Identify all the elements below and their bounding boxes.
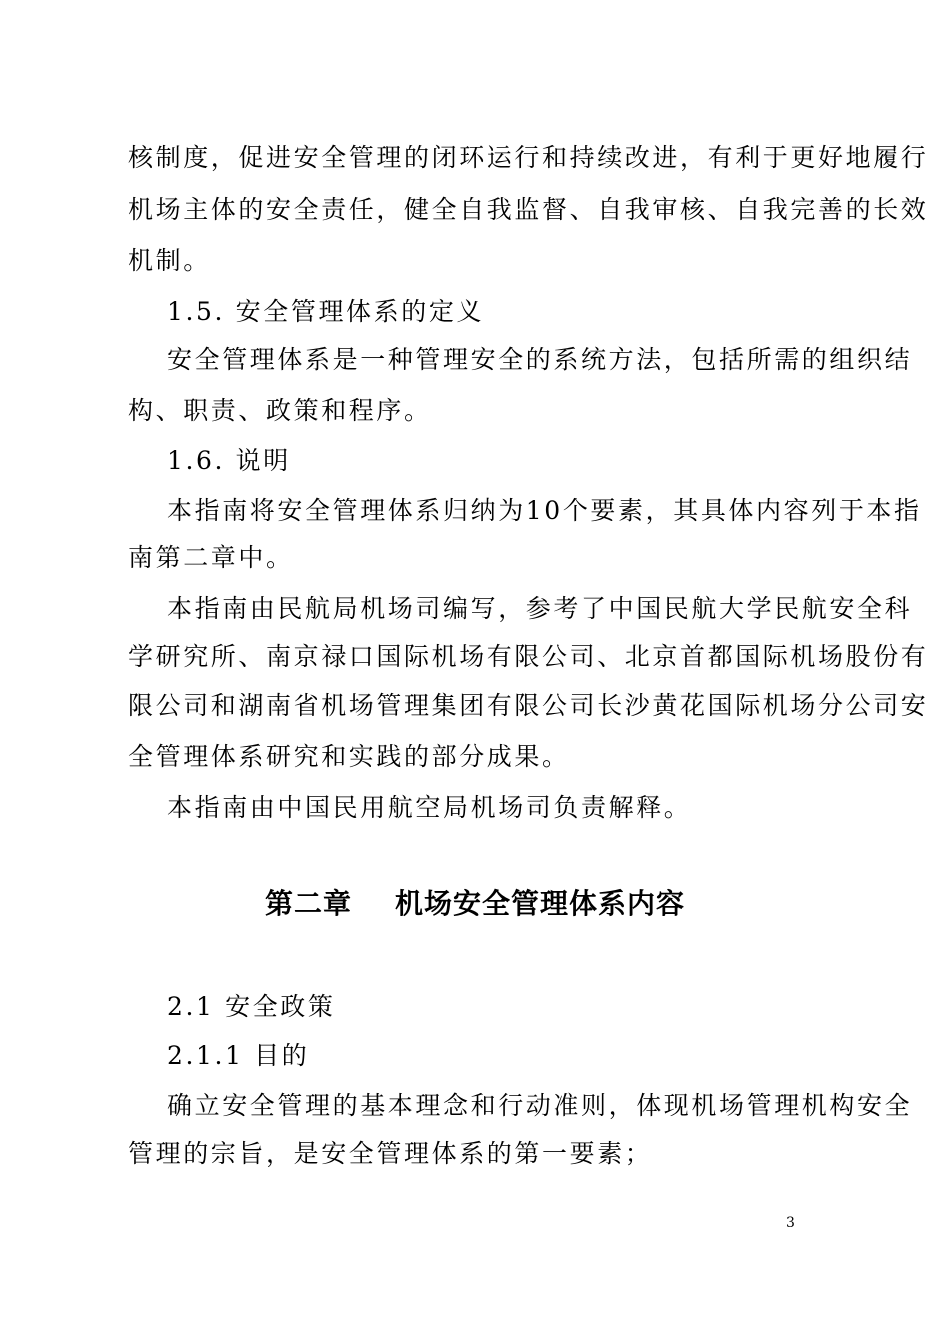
paragraph-line: 本指南将安全管理体系归纳为10个要素，其具体内容列于本指 bbox=[167, 496, 922, 525]
page-number: 3 bbox=[786, 1215, 795, 1231]
paragraph-line: 本指南由中国民用航空局机场司负责解释。 bbox=[167, 793, 692, 822]
paragraph-line: 全管理体系研究和实践的部分成果。 bbox=[128, 742, 570, 771]
section-heading-1-5: 1.5. 安全管理体系的定义 bbox=[167, 297, 485, 326]
paragraph-line: 核制度，促进安全管理的闭环运行和持续改进，有利于更好地履行 bbox=[128, 143, 929, 172]
section-heading-2-1: 2.1 安全政策 bbox=[167, 992, 336, 1021]
paragraph-line: 安全管理体系是一种管理安全的系统方法，包括所需的组织结 bbox=[167, 345, 913, 374]
paragraph-line: 机场主体的安全责任，健全自我监督、自我审核、自我完善的长效 bbox=[128, 195, 929, 224]
paragraph-line: 南第二章中。 bbox=[128, 543, 294, 572]
paragraph-line: 学研究所、南京禄口国际机场有限公司、北京首都国际机场股份有 bbox=[128, 642, 929, 671]
paragraph-line: 限公司和湖南省机场管理集团有限公司长沙黄花国际机场分公司安 bbox=[128, 691, 929, 720]
chapter-title: 第二章 机场安全管理体系内容 bbox=[265, 887, 685, 920]
paragraph-line: 机制。 bbox=[128, 246, 211, 275]
paragraph-line: 本指南由民航局机场司编写，参考了中国民航大学民航安全科 bbox=[167, 594, 913, 623]
section-heading-2-1-1: 2.1.1 目的 bbox=[167, 1041, 310, 1070]
paragraph-line: 管理的宗旨，是安全管理体系的第一要素； bbox=[128, 1139, 653, 1168]
section-heading-1-6: 1.6. 说明 bbox=[167, 446, 291, 475]
paragraph-line: 确立安全管理的基本理念和行动准则，体现机场管理机构安全 bbox=[167, 1091, 913, 1120]
paragraph-line: 构、职责、政策和程序。 bbox=[128, 396, 432, 425]
